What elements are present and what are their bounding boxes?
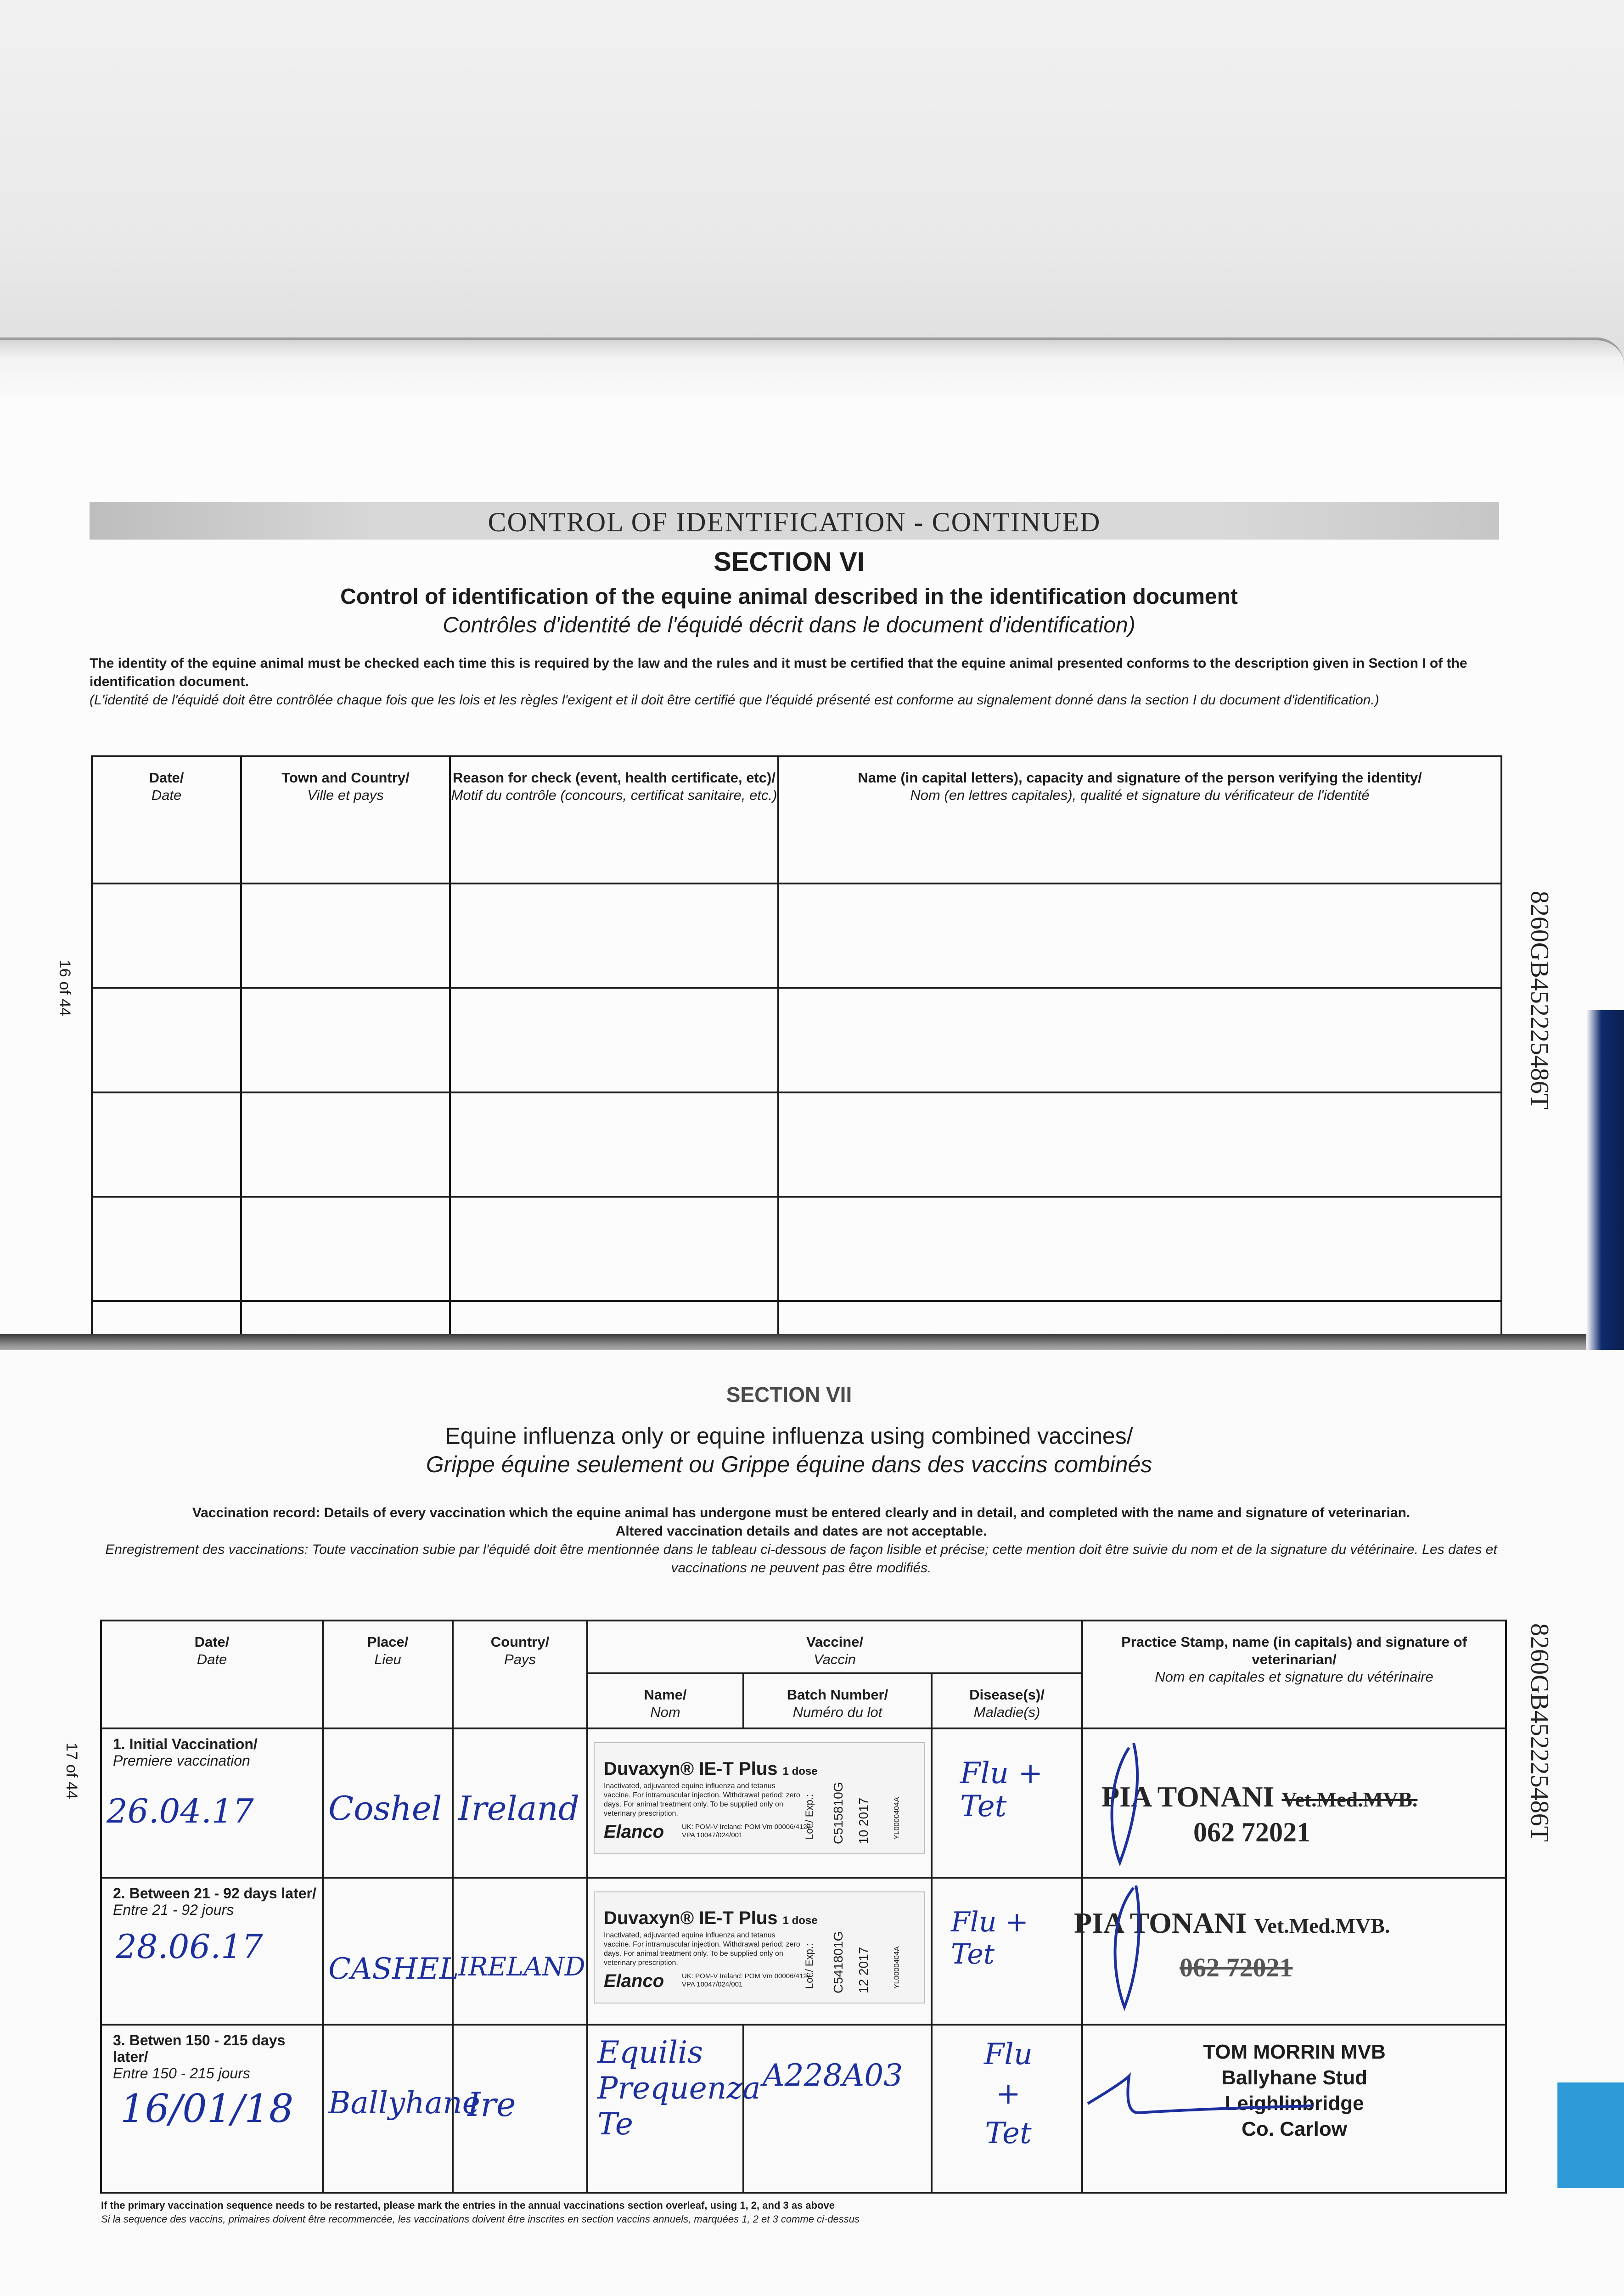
row-disease-cell <box>932 2025 1082 2193</box>
row-vaccine-name-cell <box>587 2025 761 2193</box>
row-batch-cell <box>743 2025 932 2193</box>
vaccination-date: 16/01/18 <box>120 2086 294 2131</box>
row-date-cell <box>101 1728 323 1878</box>
stamp-line-3: Leighlinbridge <box>1225 2092 1364 2115</box>
footnote-en: If the primary vaccination sequence needs to be restarted, please mark the entries in the annual vaccinations section overleaf, using 1, 2, and 3 as above <box>101 2200 835 2211</box>
vaccination-place: Ballyhane <box>328 2085 480 2121</box>
vaccine-registration: UK: POM-V Ireland: POM Vm 00006/4127 VPA 10047/024/001 <box>682 1823 811 1839</box>
lot-caption: Lot:/ Exp.: <box>804 1943 815 1989</box>
col-place: Place/ Lieu <box>323 1621 453 1728</box>
section-vi-title: Control of identification of the equine animal described in the identification document <box>340 585 1238 609</box>
row-practice-cell <box>1082 2025 1506 2193</box>
vaccine-brand: Elanco <box>604 1822 664 1842</box>
section-banner: CONTROL OF IDENTIFICATION - CONTINUED <box>90 502 1499 540</box>
page-number-16: 16 of 44 <box>56 960 73 1016</box>
row-date-cell <box>101 2025 323 2193</box>
passport-page-16 <box>0 395 1624 1350</box>
passport-page-17 <box>0 1350 1624 2296</box>
vet-name: PIA TONANI <box>1074 1907 1247 1939</box>
row-country-cell <box>453 1878 587 2025</box>
table-header-row <box>101 1621 1506 1673</box>
table-row <box>92 1197 1501 1301</box>
vaccination-date: 26.04.17 <box>107 1792 254 1830</box>
col-reason: Reason for check (event, health certificate, etc)/ Motif du contrôle (concours, certificat sanitaire, etc.) <box>450 756 778 884</box>
stamp-line-1: TOM MORRIN MVB <box>1203 2041 1386 2063</box>
batch-number: C541801G <box>831 1931 845 1993</box>
vaccination-place: CASHEL <box>328 1952 459 1986</box>
col-verifier: Name (in capital letters), capacity and signature of the person verifying the identity/ Nom (en lettres capitales), qualité et signature du vérificateur de l'identité <box>778 756 1501 884</box>
row-disease-cell <box>932 1728 1082 1878</box>
col-batch: Batch Number/ Numéro du lot <box>743 1673 932 1728</box>
col-date: Date/ Date <box>101 1621 323 1728</box>
vet-title: Vet.Med.MVB. <box>1281 1788 1418 1811</box>
row-place-cell <box>323 2025 480 2193</box>
vaccine-sticker <box>594 1742 925 1854</box>
passport-cover-edge <box>0 338 1624 400</box>
scanner-background <box>0 0 1624 400</box>
table-footnote <box>101 2199 1501 2226</box>
row-label: 2. Between 21 - 92 days later/ <box>113 1885 316 1902</box>
intro-en-2: Altered vaccination details and dates are not acceptable. <box>615 1524 987 1539</box>
vet-number: 062 72021 <box>1180 1953 1293 1982</box>
vet-number: 062 72021 <box>1193 1817 1311 1847</box>
section-vii-title-fr: Grippe équine seulement ou Grippe équine dans des vaccins combinés <box>426 1452 1152 1477</box>
vaccination-disease: Flu + Tet <box>951 1906 1028 1970</box>
vet-name: PIA TONANI <box>1101 1780 1275 1813</box>
vaccine-label-cell <box>587 1878 932 2025</box>
section-vi-heading: SECTION VI <box>714 547 865 577</box>
vaccine-registration: UK: POM-V Ireland: POM Vm 00006/4127 VPA 10047/024/001 <box>682 1972 811 1988</box>
vet-signature-icon <box>1092 1734 1166 1872</box>
footnote-fr: Si la sequence des vaccins, primaires doivent être recommencée, les vaccinations doivent être inscrites en section vaccins annuels, marquées 1, 2 et 3 comme ci-dessus <box>101 2213 860 2225</box>
col-disease: Disease(s)/ Maladie(s) <box>932 1673 1082 1728</box>
vaccination-disease: Flu + Tet <box>960 1756 1043 1823</box>
row-place-cell <box>323 1878 459 2025</box>
document-id-upper: 8260GB452225486T <box>1525 891 1554 1109</box>
vaccine-brand: Elanco <box>604 1971 664 1991</box>
vet-signature-icon <box>1092 1879 1166 2016</box>
vaccine-label-cell <box>587 1728 932 1878</box>
row-country-cell <box>453 1728 587 1878</box>
barcode-text: YL0000404A <box>893 1946 901 1989</box>
row-practice-cell <box>1074 1878 1506 2025</box>
table-row <box>92 988 1501 1092</box>
col-vaccine-name: Name/ Nom <box>587 1673 743 1728</box>
document-id-lower: 8260GB452225486T <box>1525 1623 1554 1842</box>
row-label: 1. Initial Vaccination/ <box>113 1736 258 1752</box>
row-label: 3. Betwen 150 - 215 days later/ <box>113 2032 286 2065</box>
vaccine-name: Equilis Prequenza Te <box>597 2035 761 2142</box>
row-label-fr: Entre 21 - 92 jours <box>113 1902 234 1918</box>
table-row <box>92 884 1501 988</box>
vet-signature-icon <box>1083 2062 1322 2136</box>
vaccine-fine-print: Inactivated, adjuvanted equine influenza and tetanus vaccine. For intramuscular injection. Withdrawal period: zero days. For animal treatment only. To be supplied only on veterinary prescription. <box>604 1782 800 1818</box>
vaccination-record-table <box>100 1620 1507 2194</box>
vaccination-country: Ireland <box>458 1789 579 1828</box>
batch-number: A228A03 <box>763 2058 903 2093</box>
vet-title: Vet.Med.MVB. <box>1254 1914 1390 1937</box>
intro-fr: Enregistrement des vaccinations: Toute vaccination subie par l'équidé doit être mentionnée dans le tableau ci-dessous de façon lisible et précise; cette mention doit être suivie du nom et de la signature du vétérinaire. Les dates et vaccinations ne peuvent pas être modifiés. <box>105 1542 1497 1576</box>
batch-number: C515810G <box>831 1782 845 1844</box>
expiry-date: 10 2017 <box>856 1797 871 1844</box>
vaccine-dose: 1 dose <box>782 1914 818 1927</box>
table-header-row <box>92 756 1501 884</box>
vaccination-date: 28.06.17 <box>116 1927 263 1966</box>
col-country: Country/ Pays <box>453 1621 587 1728</box>
section-vi-title-fr: Contrôles d'identité de l'équidé décrit dans le document d'identification) <box>443 613 1135 637</box>
intro-en: The identity of the equine animal must be checked each time this is required by the law and the rules and it must be certified that the equine animal presented conforms to the description given in Section I of the identification document. <box>90 656 1467 689</box>
stamp-line-2: Ballyhane Stud <box>1221 2066 1367 2089</box>
blue-page-tab <box>1557 2082 1624 2188</box>
page-number-17: 17 of 44 <box>63 1743 80 1799</box>
barcode-text: YL0000404A <box>893 1797 901 1840</box>
vaccine-product: Duvaxyn® IE-T Plus <box>604 1759 778 1779</box>
identification-check-table <box>91 755 1502 1350</box>
row-place-cell <box>323 1728 453 1878</box>
row-date-cell <box>101 1878 323 2025</box>
section-vii-title: Equine influenza only or equine influenza using combined vaccines/ <box>445 1423 1133 1449</box>
vaccination-country: IRELAND <box>458 1952 585 1982</box>
section-vii-heading: SECTION VII <box>726 1383 852 1407</box>
vaccine-product: Duvaxyn® IE-T Plus <box>604 1908 778 1928</box>
vaccination-disease: Flu + Tet <box>983 2037 1033 2150</box>
vaccination-country: Ire <box>467 2085 516 2124</box>
col-town-country: Town and Country/ Ville et pays <box>241 756 450 884</box>
row-label-fr: Premiere vaccination <box>113 1752 250 1769</box>
vaccine-fine-print: Inactivated, adjuvanted equine influenza and tetanus vaccine. For intramuscular injection. Withdrawal period: zero days. For animal treatment only. To be supplied only on veterinary prescription. <box>604 1931 800 1967</box>
vaccine-dose: 1 dose <box>782 1765 818 1778</box>
col-practice: Practice Stamp, name (in capitals) and signature of veterinarian/ Nom en capitales et signature du vétérinaire <box>1082 1621 1506 1728</box>
row-practice-cell <box>1082 1728 1506 1878</box>
vaccination-row-2 <box>101 1878 1506 2025</box>
intro-fr: (L'identité de l'équidé doit être contrôlée chaque fois que les lois et les règles l'exigent et il doit être certifié que l'équidé présenté est conforme au signalement donné dans la section I du document d'identification.) <box>90 692 1379 708</box>
lot-caption: Lot:/ Exp.: <box>804 1794 815 1840</box>
col-date: Date/ Date <box>92 756 241 884</box>
vaccination-row-3 <box>101 2025 1506 2193</box>
vaccination-place: Coshel <box>328 1789 442 1828</box>
section-vii-intro <box>101 1504 1501 1577</box>
stamp-line-4: Co. Carlow <box>1242 2118 1347 2140</box>
expiry-date: 12 2017 <box>856 1947 871 1993</box>
intro-en: Vaccination record: Details of every vaccination which the equine animal has undergone must be entered clearly and in detail, and completed with the name and signature of veterinarian. <box>192 1505 1410 1520</box>
section-vi-intro <box>90 654 1490 709</box>
row-country-cell <box>453 2025 587 2193</box>
table-row <box>92 1092 1501 1197</box>
vaccination-row-1 <box>101 1728 1506 1878</box>
col-vaccine: Vaccine/ Vaccin <box>587 1621 1082 1673</box>
row-disease-cell <box>932 1878 1082 2025</box>
vaccine-sticker <box>594 1891 925 2003</box>
row-label-fr: Entre 150 - 215 jours <box>113 2065 250 2082</box>
